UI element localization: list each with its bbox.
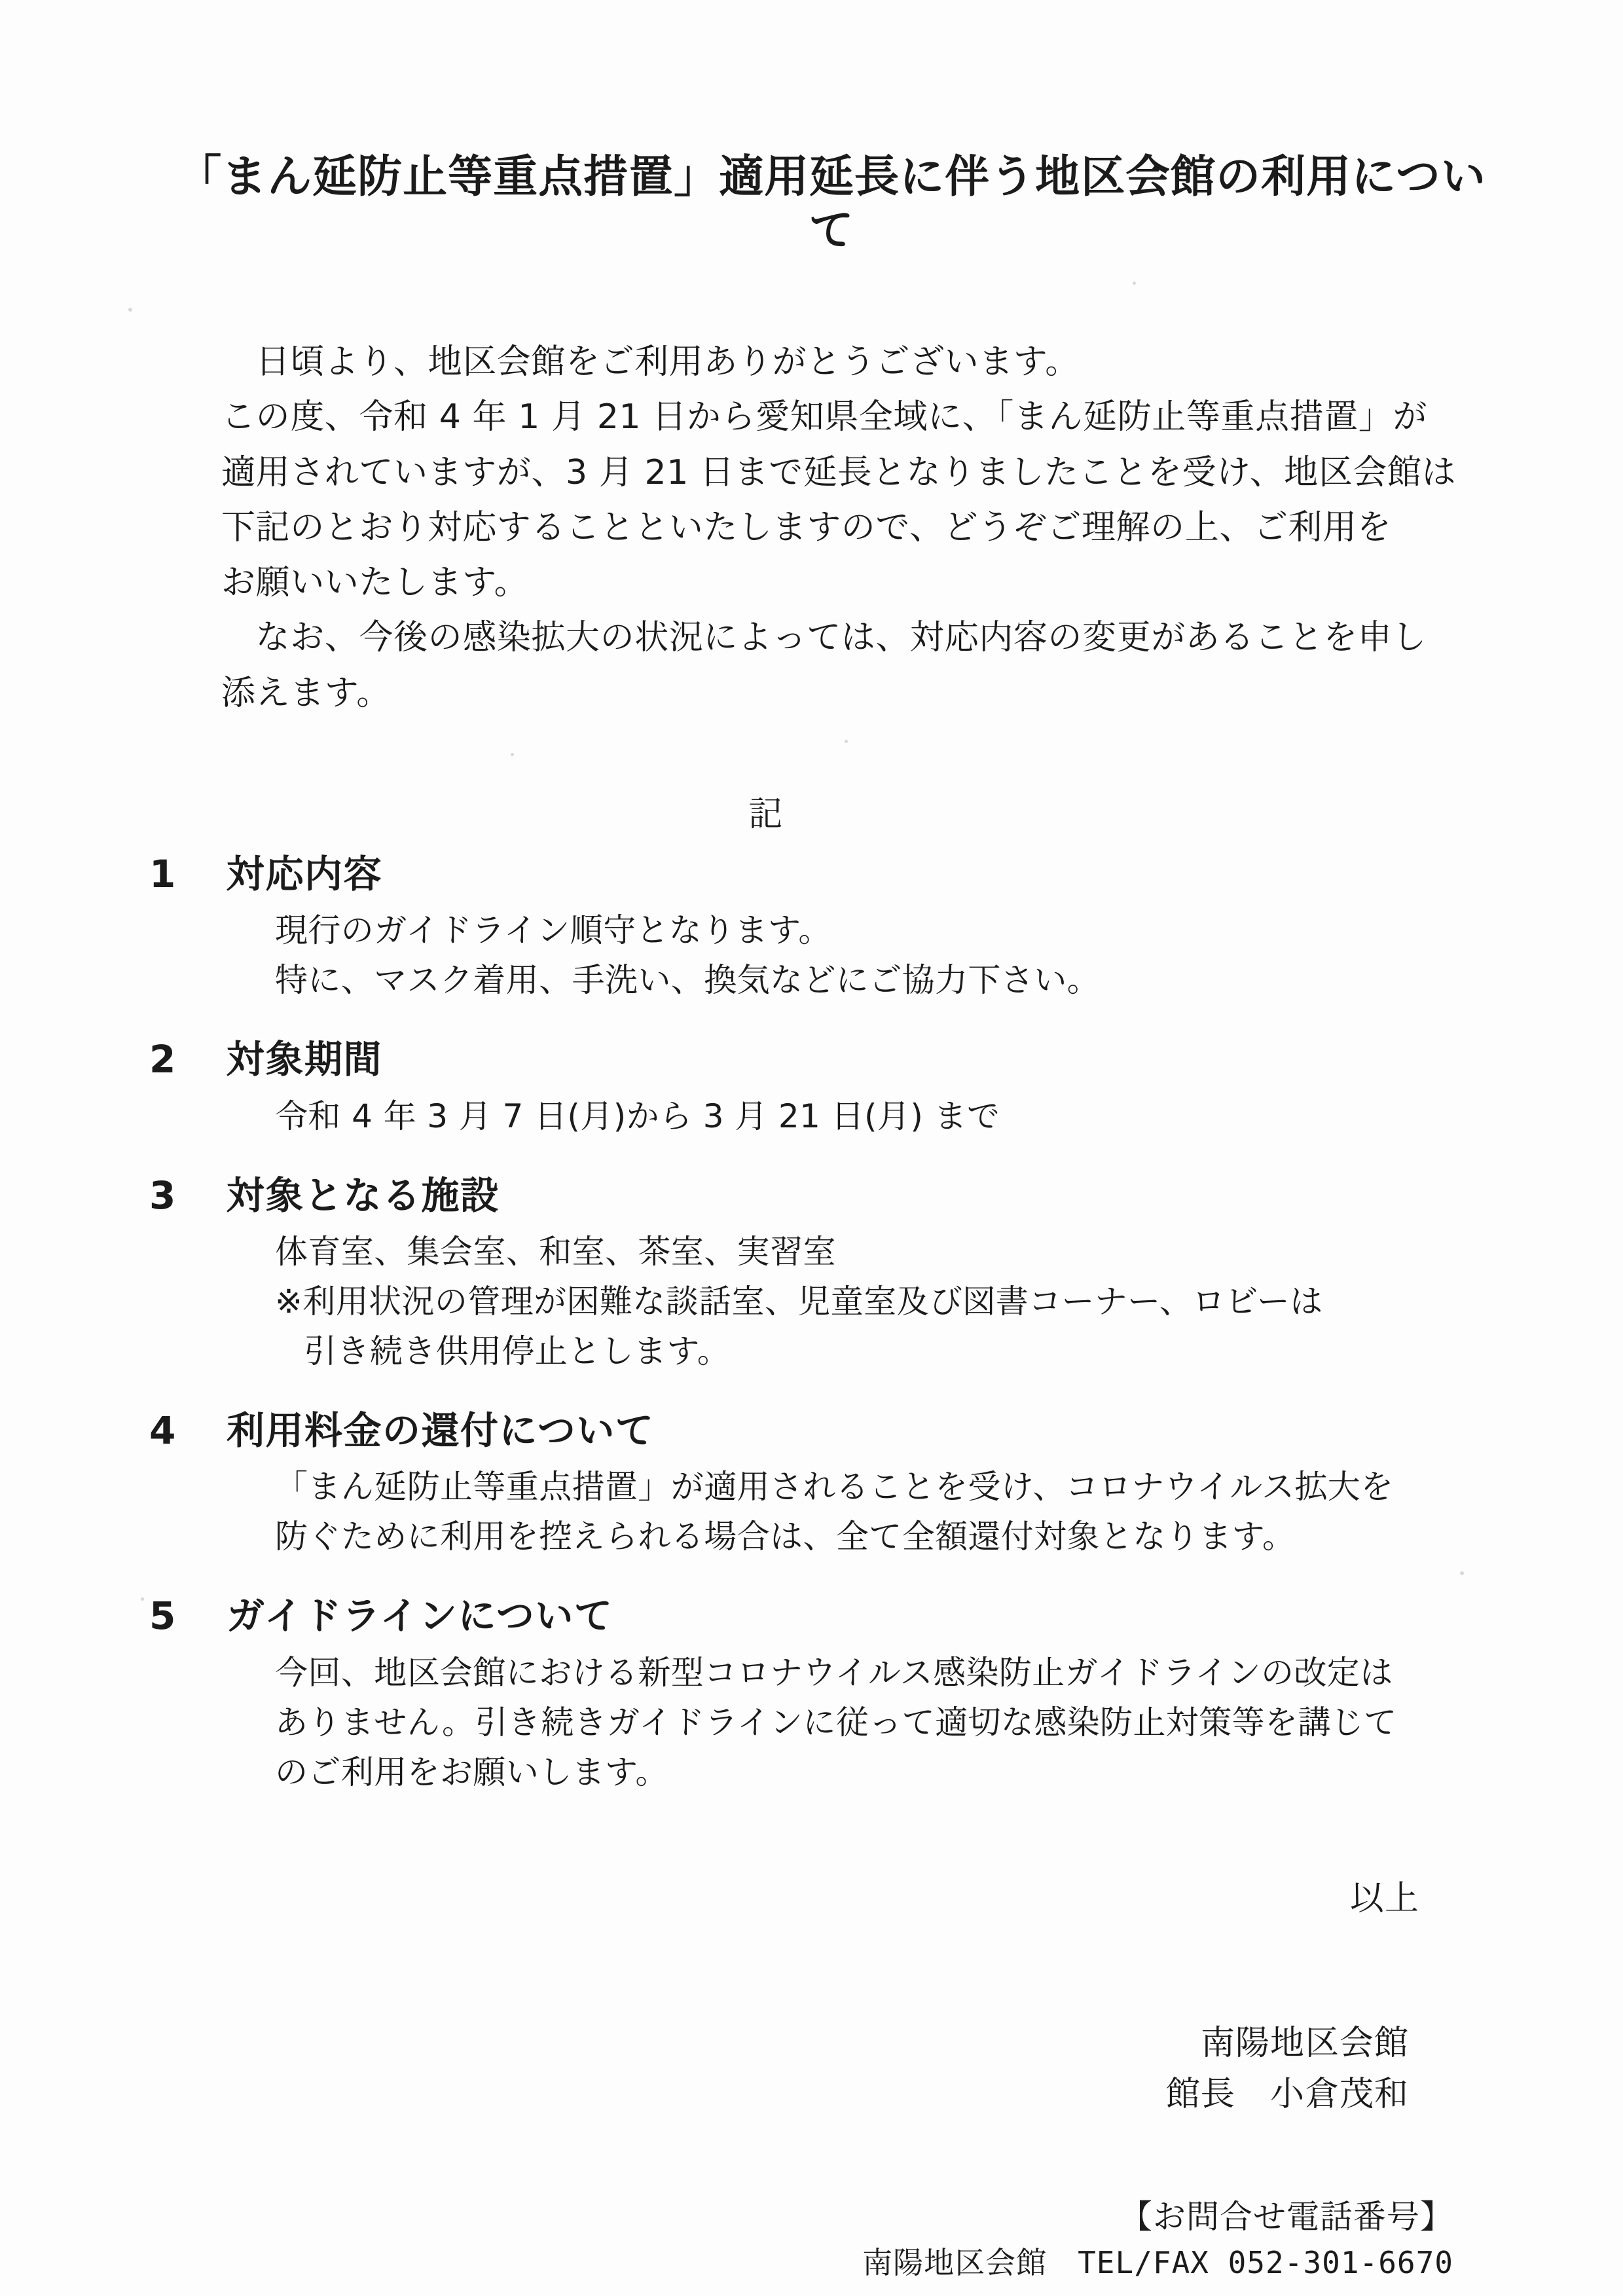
section-title: 利用料金の還付について (227, 1408, 655, 1453)
scan-speck (128, 308, 132, 312)
contact-heading: 【お問合せ電話番号】 (1120, 2197, 1453, 2236)
intro-line: なお、今後の感染拡大の状況によっては、対応内容の変更があることを申し (221, 618, 1427, 658)
section-line: ※利用状況の管理が困難な談話室、児童室及び図書コーナー、ロビーは (275, 1283, 1323, 1321)
section-item (144, 1406, 1493, 1561)
signature-organization: 南陽地区会館 (1200, 2023, 1409, 2063)
section-line: 体育室、集会室、和室、茶室、実習室 (275, 1233, 836, 1271)
intro-line: 適用されていますが、3 月 21 日まで延長となりましたことを受け、地区会館は (221, 452, 1457, 492)
intro-line: 添えます。 (221, 673, 391, 713)
section-line: 今回、地区会館における新型コロナウイルス感染防止ガイドラインの改定は (275, 1653, 1393, 1692)
section-number: 4 (149, 1408, 177, 1453)
section-title: 対象となる施設 (227, 1173, 500, 1218)
section-item (144, 1171, 1493, 1376)
ki-mark: 記 (748, 794, 784, 834)
intro-line: 下記のとおり対応することといたしますので、どうぞご理解の上、ご利用を (221, 507, 1392, 547)
intro-line: 日頃より、地区会館をご利用ありがとうございます。 (221, 342, 1080, 382)
intro-line: この度、令和 4 年 1 月 21 日から愛知県全域に、「まん延防止等重点措置」が (221, 397, 1428, 437)
page-title: 「まん延防止等重点措置」適用延長に伴う地区会館の利用について (177, 151, 1486, 257)
section-item (144, 1592, 1493, 1796)
section-title: 対象期間 (227, 1037, 383, 1082)
section-line: ありません。引き続きガイドラインに従って適切な感染防止対策等を講じて (275, 1703, 1397, 1741)
document-body (144, 151, 1493, 2285)
section-title: 対応内容 (227, 851, 383, 896)
section-body (144, 905, 1493, 1005)
contact-block (144, 2193, 1493, 2285)
intro-paragraph (144, 335, 1493, 721)
section-line: 防ぐために利用を控えられる場合は、全て全額還付対象となります。 (275, 1518, 1296, 1556)
contact-phone: 南陽地区会館 TEL/FAX 052-301-6670 (862, 2244, 1453, 2280)
section-heading (144, 1592, 1493, 1641)
section-body (144, 1091, 1493, 1141)
section-number: 5 (149, 1594, 177, 1639)
section-heading (144, 1035, 1493, 1084)
section-line: 特に、マスク着用、手洗い、換気などにご協力下さい。 (275, 961, 1100, 1000)
section-body (144, 1648, 1493, 1797)
closing-mark: 以上 (1349, 1878, 1419, 1918)
section-body (144, 1227, 1493, 1376)
section-item (144, 850, 1493, 1005)
section-line: 現行のガイドライン順守となります。 (275, 911, 831, 950)
section-heading (144, 1406, 1493, 1455)
signature-block (144, 2018, 1493, 2120)
section-line: 令和 4 年 3 月 7 日(月)から 3 月 21 日(月) まで (275, 1097, 1000, 1135)
section-item (144, 1035, 1493, 1140)
section-body (144, 1462, 1493, 1561)
section-heading (144, 1171, 1493, 1220)
section-heading (144, 850, 1493, 899)
intro-line: お願いいたします。 (221, 563, 529, 603)
section-line: 引き続き供用停止とします。 (304, 1332, 731, 1370)
section-list (144, 850, 1493, 1797)
section-title: ガイドラインについて (227, 1594, 613, 1639)
signature-person: 館長 小倉茂和 (1165, 2074, 1409, 2114)
section-number: 3 (149, 1173, 177, 1218)
section-number: 1 (149, 851, 177, 896)
section-line: のご利用をお願いします。 (275, 1753, 668, 1791)
section-number: 2 (149, 1037, 177, 1082)
section-line: 「まん延防止等重点措置」が適用されることを受け、コロナウイルス拡大を (275, 1468, 1394, 1506)
